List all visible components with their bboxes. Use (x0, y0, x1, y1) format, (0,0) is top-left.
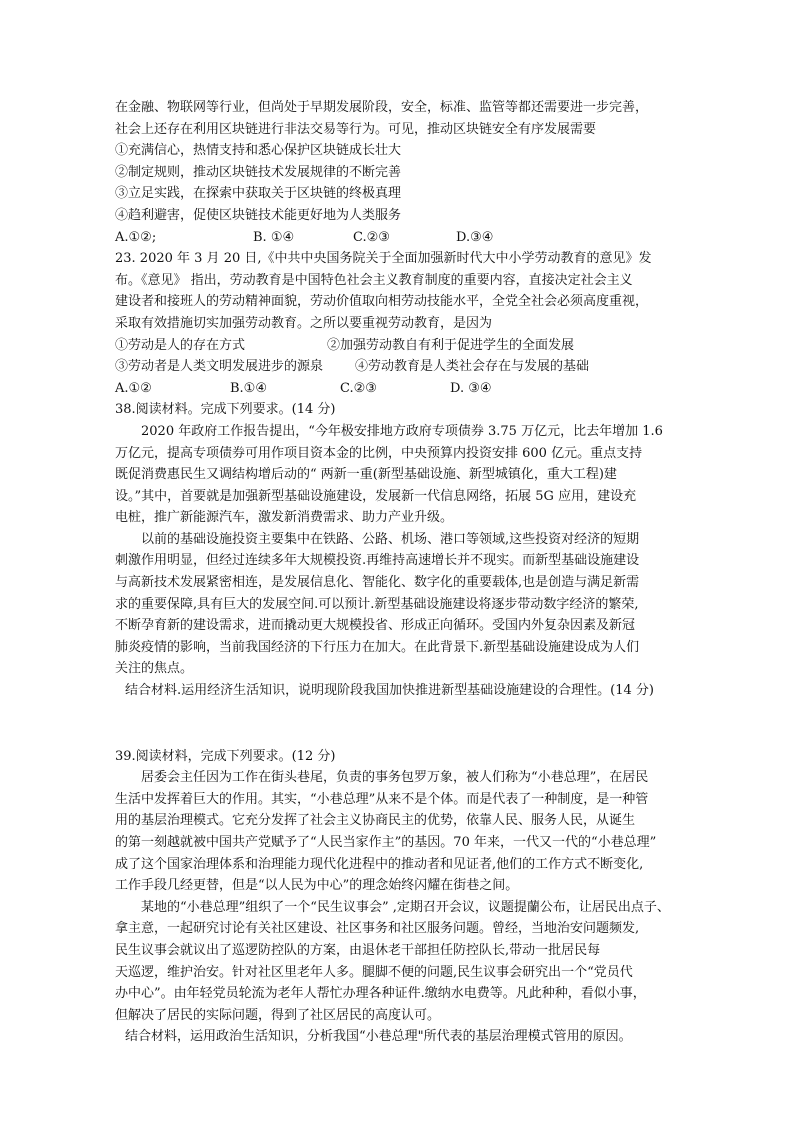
q38-material-line: 刺激作用明显，但经过连续多年大规模投资.再维持高速增长并不现实。而新型基础设施建设 (115, 553, 640, 569)
q22-option: ③立足实践，在探索中获取关于区块链的终极真理 (115, 186, 402, 202)
q39-material-line: 拿主意，一起研究讨论有关社区建设、社区事务和社区服务问题。曾经，当地治安问题频发, (115, 921, 640, 937)
question-38-block (115, 399, 685, 701)
q22-choice-d: D.③④ (456, 229, 494, 245)
q23-options-row (115, 356, 685, 378)
q23-option-4: ④劳动教育是人类社会存在与发展的基础 (355, 359, 590, 375)
q38-material-line: 设。”其中，首要就是加强新型基础设施建设，发展新一代信息网络，拓展 5G 应用，建设充 (115, 488, 637, 504)
q39-material-line: 民生议事会就议出了巡逻防控队的方案，由退休老干部担任防控队长,带动一批居民每 (115, 942, 601, 958)
q39-task: 结合材料，运用政治生活知识，分析我国“小巷总理"所代表的基层治理模式管用的原因。 (125, 1029, 632, 1045)
question-39-block (115, 746, 685, 1048)
q38-material-line: 不断孕育新的建设需求，进而撬动更大规模投省、形成正向循环。受国内外复杂因素及新冠 (115, 618, 636, 634)
q23-option-3: ③劳动者是人类文明发展进步的源泉 (115, 359, 324, 375)
q23-choice-c: C.②③ (340, 380, 377, 396)
q38-heading: 38.阅读材料。完成下列要求。(14 分) (115, 402, 336, 418)
q22-choices (115, 227, 685, 249)
q22-choice-a: A.①②; (115, 229, 157, 245)
answer-space (115, 702, 685, 746)
q23-stem-line: 采取有效措施切实加强劳动教育。之所以要重视劳动教育，是因为 (115, 315, 493, 331)
q23-choice-d: D. ③④ (450, 380, 492, 396)
q23-stem-line: 布。《意见》 指出，劳动教育是中国特色社会主义教育制度的重要内容，直接决定社会主义 (115, 272, 633, 288)
q22-stem-line: 在金融、物联网等行业，但尚处于早期发展阶段，安全，标准、监管等都还需要进一步完善， (115, 100, 649, 115)
q22-option: ①充满信心，热情支持和悉心保护区块链成长壮大 (115, 143, 402, 159)
exam-page (115, 97, 685, 1048)
q23-options-row (115, 335, 685, 357)
q38-task: 结合材料.运用经济生活知识，说明现阶段我国加快推进新型基础设施建设的合理性。(14 分) (125, 683, 654, 699)
q23-choice-a: A.①② (115, 380, 152, 396)
question-22-block (115, 97, 685, 248)
q38-material-line: 与高新技术发展紧密相连，是发展信息化、智能化、数字化的重要载体,也是创造与满足新需 (115, 575, 640, 591)
q38-material-line: 求的重要保障,具有巨大的发展空间.可以预计.新型基础设施建设将逐步带动数字经济的繁荣, (115, 596, 639, 612)
q22-stem-line: 社会上还存在利用区块链进行非法交易等行为。可见，推动区块链安全有序发展需要 (115, 121, 597, 137)
q38-material-line: 以前的基础设施投资主要集中在铁路、公路、机场、港口等领域,这些投资对经济的短期 (141, 531, 640, 547)
q39-material-line: 工作手段几经更替，但是“以人民为中心”的理念始终闪耀在街巷之间。 (115, 878, 519, 894)
q38-material-line: 2020 年政府工作报告提出，“今年极安排地方政府专项债券 3.75 万亿元，比去年增加 1.6 (141, 423, 663, 439)
question-23-block (115, 248, 685, 399)
q39-material-line: 办中心”。由年轻党员轮流为老年人帮忙办理各种证件.缴纳水电费等。凡此种种，看似小事， (115, 986, 646, 1002)
q39-material-line: 但解决了居民的实际问题，得到了社区居民的高度认可。 (115, 1007, 441, 1023)
q23-stem-line: 23. 2020 年 3 月 20 日,《中共中央国务院关于全面加强新时代大中小学劳动教育的意见》发 (115, 251, 652, 267)
q39-material-line: 天巡逻，维护治安。针对社区里老年人多。腿脚不便的问题,民生议事会研究出一个“党员代 (115, 964, 633, 980)
q23-option-1: ①劳动是人的存在方式 (115, 337, 246, 353)
q39-material-line: 用的基层治理模式。它充分发挥了社会主义协商民主的优势，依靠人民、服务人民，从诞生 (115, 813, 636, 829)
q39-material-line: 生活中发挥着巨大的作用。其实，“小巷总理”从来不是个体。而是代表了一种制度，是一种管 (115, 791, 649, 807)
q23-choices (115, 378, 685, 400)
q39-material-line: 某地的“小巷总理”组织了一个“民生议事会” ,定期召开会议，议题提蘭公布，让居民出点子、 (141, 899, 670, 915)
q39-heading: 39.阅读材料，完成下列要求。(12 分) (115, 748, 336, 764)
q38-material-line: 既促消费惠民生又调结构增后动的“ 两新一重(新型基础设施、新型城镇化，重大工程)建 (115, 467, 617, 483)
q22-option: ④趋利避害，促使区块链技术能更好地为人类服务 (115, 207, 402, 223)
q38-material-line: 肺炎疫情的影响，当前我国经济的下行压力在加大。在此背景下.新型基础设施建设成为人们 (115, 639, 640, 655)
q23-option-2: ②加强劳动教自有利于促进学生的全面发展 (327, 337, 575, 353)
q38-material-line: 关注的焦点。 (115, 661, 194, 677)
q38-material-line: 电桩，推广新能源汽车，激发新消费需求、助力产业升级。 (115, 510, 454, 526)
q23-stem-line: 建设者和接班人的劳动精神面貌，劳动价值取向相劳动技能水平，全党全社会必须高度重视， (115, 294, 649, 310)
q39-material-line: 的第一刻越就被中国共产党赋予了“人民当家作主”的基因。70 年来，一代又一代的“小巷总理” (115, 835, 657, 850)
q39-material-line: 居委会主任因为工作在街头巷尾，负责的事务包罗万象，被人们称为“小巷总理”，在居民 (141, 770, 649, 786)
q23-choice-b: B.①④ (230, 380, 267, 396)
q22-choice-c: C.②③ (353, 229, 390, 245)
q38-material-line: 万亿元，提高专项债券可用作项目资本金的比例，中央预算内投资安排 600 亿元。重点支持 (115, 445, 643, 461)
q39-material-line: 成了这个国家治理体系和治理能力现代化进程中的推动者和见证者,他们的工作方式不断变化, (115, 856, 644, 872)
q22-option: ②制定规则，推动区块链技术发展规律的不断完善 (115, 164, 402, 180)
q22-choice-b: B. ①④ (253, 229, 295, 245)
